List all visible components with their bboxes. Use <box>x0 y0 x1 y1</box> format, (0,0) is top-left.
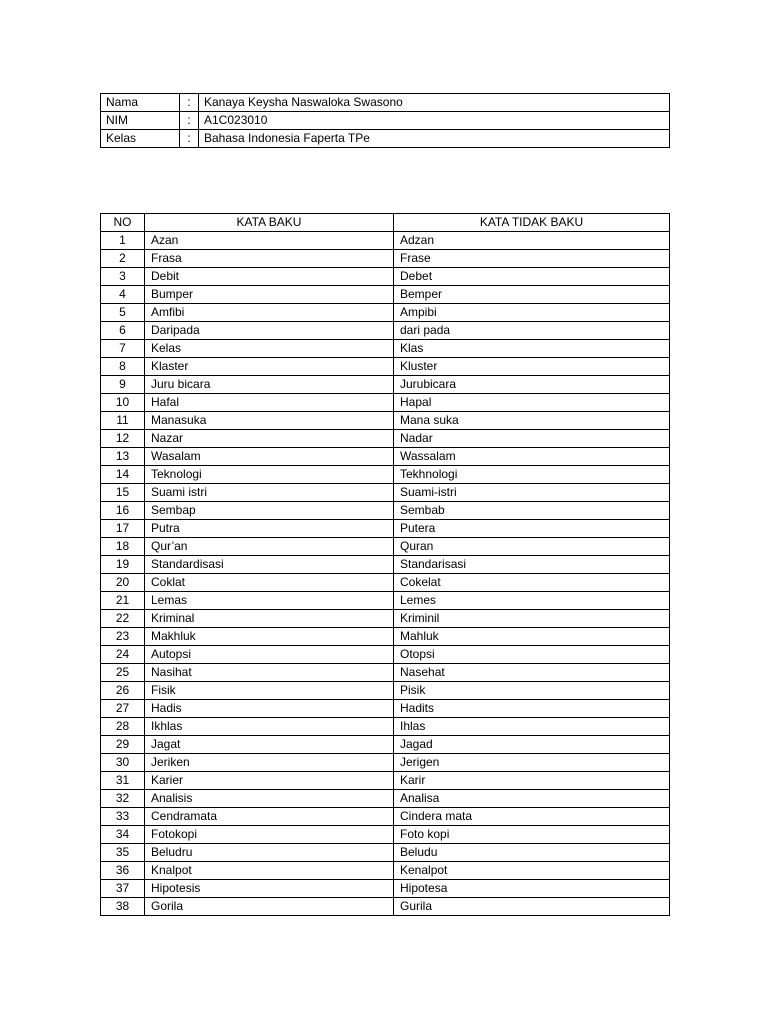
row-number: 1 <box>101 232 145 250</box>
kata-tidak-baku-cell: Klas <box>394 340 670 358</box>
kata-baku-cell: Jagat <box>145 736 394 754</box>
table-row <box>101 844 670 862</box>
identity-value: Kanaya Keysha Naswaloka Swasono <box>199 94 670 112</box>
row-number: 12 <box>101 430 145 448</box>
table-row <box>101 862 670 880</box>
table-row <box>101 610 670 628</box>
table-row <box>101 232 670 250</box>
table-row <box>101 484 670 502</box>
row-number: 31 <box>101 772 145 790</box>
table-row <box>101 538 670 556</box>
row-number: 30 <box>101 754 145 772</box>
kata-tidak-baku-cell: Hipotesa <box>394 880 670 898</box>
kata-tidak-baku-cell: Hapal <box>394 394 670 412</box>
row-number: 13 <box>101 448 145 466</box>
kata-baku-cell: Jeriken <box>145 754 394 772</box>
kata-baku-cell: Makhluk <box>145 628 394 646</box>
kata-baku-cell: Lemas <box>145 592 394 610</box>
kata-baku-cell: Nazar <box>145 430 394 448</box>
table-row <box>101 268 670 286</box>
kata-baku-cell: Analisis <box>145 790 394 808</box>
kata-tidak-baku-cell: Mana suka <box>394 412 670 430</box>
table-row <box>101 430 670 448</box>
table-row <box>101 736 670 754</box>
table-row <box>101 754 670 772</box>
kata-baku-cell: Karier <box>145 772 394 790</box>
row-number: 16 <box>101 502 145 520</box>
identity-label: Nama <box>101 94 180 112</box>
table-row <box>101 250 670 268</box>
kata-tidak-baku-cell: Jerigen <box>394 754 670 772</box>
word-table-body <box>101 232 670 916</box>
row-number: 11 <box>101 412 145 430</box>
kata-tidak-baku-cell: Jurubicara <box>394 376 670 394</box>
table-row <box>101 718 670 736</box>
kata-baku-cell: Frasa <box>145 250 394 268</box>
row-number: 3 <box>101 268 145 286</box>
table-row <box>101 592 670 610</box>
table-row <box>101 520 670 538</box>
table-row <box>101 664 670 682</box>
kata-tidak-baku-cell: Kluster <box>394 358 670 376</box>
table-row <box>101 682 670 700</box>
kata-tidak-baku-cell: Tekhnologi <box>394 466 670 484</box>
kata-baku-cell: Kelas <box>145 340 394 358</box>
identity-colon: : <box>180 94 199 112</box>
row-number: 2 <box>101 250 145 268</box>
row-number: 18 <box>101 538 145 556</box>
kata-baku-cell: Sembap <box>145 502 394 520</box>
row-number: 27 <box>101 700 145 718</box>
table-row <box>101 394 670 412</box>
table-row <box>101 340 670 358</box>
identity-colon: : <box>180 112 199 130</box>
identity-value: A1C023010 <box>199 112 670 130</box>
row-number: 33 <box>101 808 145 826</box>
header-kata-tidak-baku: KATA TIDAK BAKU <box>394 214 670 232</box>
table-row <box>101 358 670 376</box>
table-row <box>101 322 670 340</box>
row-number: 10 <box>101 394 145 412</box>
identity-table-body <box>101 94 670 148</box>
kata-baku-cell: Juru bicara <box>145 376 394 394</box>
table-row <box>101 574 670 592</box>
kata-baku-cell: Nasihat <box>145 664 394 682</box>
table-row <box>101 412 670 430</box>
header-no: NO <box>101 214 145 232</box>
kata-tidak-baku-cell: Pisik <box>394 682 670 700</box>
identity-row <box>101 94 670 112</box>
kata-tidak-baku-cell: Nadar <box>394 430 670 448</box>
kata-tidak-baku-cell: Suami-istri <box>394 484 670 502</box>
kata-baku-cell: Wasalam <box>145 448 394 466</box>
row-number: 9 <box>101 376 145 394</box>
kata-tidak-baku-cell: Gurila <box>394 898 670 916</box>
kata-baku-cell: Hafal <box>145 394 394 412</box>
kata-baku-cell: Knalpot <box>145 862 394 880</box>
row-number: 14 <box>101 466 145 484</box>
row-number: 7 <box>101 340 145 358</box>
kata-tidak-baku-cell: Nasehat <box>394 664 670 682</box>
header-row <box>101 214 670 232</box>
kata-tidak-baku-cell: Adzan <box>394 232 670 250</box>
row-number: 15 <box>101 484 145 502</box>
kata-baku-cell: Azan <box>145 232 394 250</box>
identity-row <box>101 112 670 130</box>
kata-baku-cell: Coklat <box>145 574 394 592</box>
header-kata-baku: KATA BAKU <box>145 214 394 232</box>
row-number: 34 <box>101 826 145 844</box>
kata-tidak-baku-cell: Cokelat <box>394 574 670 592</box>
kata-baku-cell: Amfibi <box>145 304 394 322</box>
row-number: 36 <box>101 862 145 880</box>
row-number: 6 <box>101 322 145 340</box>
kata-baku-cell: Autopsi <box>145 646 394 664</box>
kata-tidak-baku-cell: Karir <box>394 772 670 790</box>
kata-tidak-baku-cell: Ampibi <box>394 304 670 322</box>
table-row <box>101 286 670 304</box>
row-number: 8 <box>101 358 145 376</box>
table-row <box>101 466 670 484</box>
table-row <box>101 376 670 394</box>
kata-tidak-baku-cell: Kenalpot <box>394 862 670 880</box>
row-number: 25 <box>101 664 145 682</box>
kata-baku-cell: Debit <box>145 268 394 286</box>
row-number: 17 <box>101 520 145 538</box>
row-number: 37 <box>101 880 145 898</box>
identity-label: NIM <box>101 112 180 130</box>
kata-baku-cell: Bumper <box>145 286 394 304</box>
kata-tidak-baku-cell: Jagad <box>394 736 670 754</box>
kata-tidak-baku-cell: Lemes <box>394 592 670 610</box>
kata-baku-cell: Suami istri <box>145 484 394 502</box>
row-number: 21 <box>101 592 145 610</box>
row-number: 26 <box>101 682 145 700</box>
table-row <box>101 646 670 664</box>
kata-baku-cell: Gorila <box>145 898 394 916</box>
row-number: 22 <box>101 610 145 628</box>
kata-baku-cell: Qur’an <box>145 538 394 556</box>
word-comparison-table <box>100 213 670 916</box>
kata-tidak-baku-cell: Sembab <box>394 502 670 520</box>
kata-tidak-baku-cell: dari pada <box>394 322 670 340</box>
kata-baku-cell: Ikhlas <box>145 718 394 736</box>
kata-baku-cell: Putra <box>145 520 394 538</box>
row-number: 5 <box>101 304 145 322</box>
table-row <box>101 556 670 574</box>
identity-table <box>100 93 670 148</box>
row-number: 4 <box>101 286 145 304</box>
kata-tidak-baku-cell: Wassalam <box>394 448 670 466</box>
table-row <box>101 898 670 916</box>
table-row <box>101 808 670 826</box>
row-number: 35 <box>101 844 145 862</box>
table-row <box>101 772 670 790</box>
table-row <box>101 880 670 898</box>
kata-baku-cell: Standardisasi <box>145 556 394 574</box>
table-row <box>101 304 670 322</box>
kata-baku-cell: Hipotesis <box>145 880 394 898</box>
row-number: 24 <box>101 646 145 664</box>
kata-tidak-baku-cell: Ihlas <box>394 718 670 736</box>
kata-tidak-baku-cell: Hadits <box>394 700 670 718</box>
table-row <box>101 628 670 646</box>
row-number: 32 <box>101 790 145 808</box>
kata-tidak-baku-cell: Kriminil <box>394 610 670 628</box>
row-number: 38 <box>101 898 145 916</box>
kata-tidak-baku-cell: Analisa <box>394 790 670 808</box>
row-number: 23 <box>101 628 145 646</box>
kata-tidak-baku-cell: Bemper <box>394 286 670 304</box>
word-table-header <box>101 214 670 232</box>
kata-tidak-baku-cell: Putera <box>394 520 670 538</box>
kata-tidak-baku-cell: Standarisasi <box>394 556 670 574</box>
table-row <box>101 700 670 718</box>
identity-colon: : <box>180 130 199 148</box>
row-number: 29 <box>101 736 145 754</box>
kata-baku-cell: Cendramata <box>145 808 394 826</box>
kata-baku-cell: Manasuka <box>145 412 394 430</box>
kata-tidak-baku-cell: Otopsi <box>394 646 670 664</box>
kata-baku-cell: Kriminal <box>145 610 394 628</box>
kata-tidak-baku-cell: Frase <box>394 250 670 268</box>
kata-tidak-baku-cell: Beludu <box>394 844 670 862</box>
kata-baku-cell: Klaster <box>145 358 394 376</box>
kata-baku-cell: Daripada <box>145 322 394 340</box>
table-row <box>101 502 670 520</box>
kata-tidak-baku-cell: Cindera mata <box>394 808 670 826</box>
row-number: 19 <box>101 556 145 574</box>
kata-baku-cell: Beludru <box>145 844 394 862</box>
table-row <box>101 448 670 466</box>
table-row <box>101 826 670 844</box>
kata-tidak-baku-cell: Debet <box>394 268 670 286</box>
kata-tidak-baku-cell: Quran <box>394 538 670 556</box>
kata-baku-cell: Fisik <box>145 682 394 700</box>
row-number: 20 <box>101 574 145 592</box>
kata-baku-cell: Hadis <box>145 700 394 718</box>
kata-baku-cell: Teknologi <box>145 466 394 484</box>
identity-value: Bahasa Indonesia Faperta TPe <box>199 130 670 148</box>
row-number: 28 <box>101 718 145 736</box>
kata-tidak-baku-cell: Foto kopi <box>394 826 670 844</box>
identity-label: Kelas <box>101 130 180 148</box>
identity-row <box>101 130 670 148</box>
kata-baku-cell: Fotokopi <box>145 826 394 844</box>
table-row <box>101 790 670 808</box>
kata-tidak-baku-cell: Mahluk <box>394 628 670 646</box>
